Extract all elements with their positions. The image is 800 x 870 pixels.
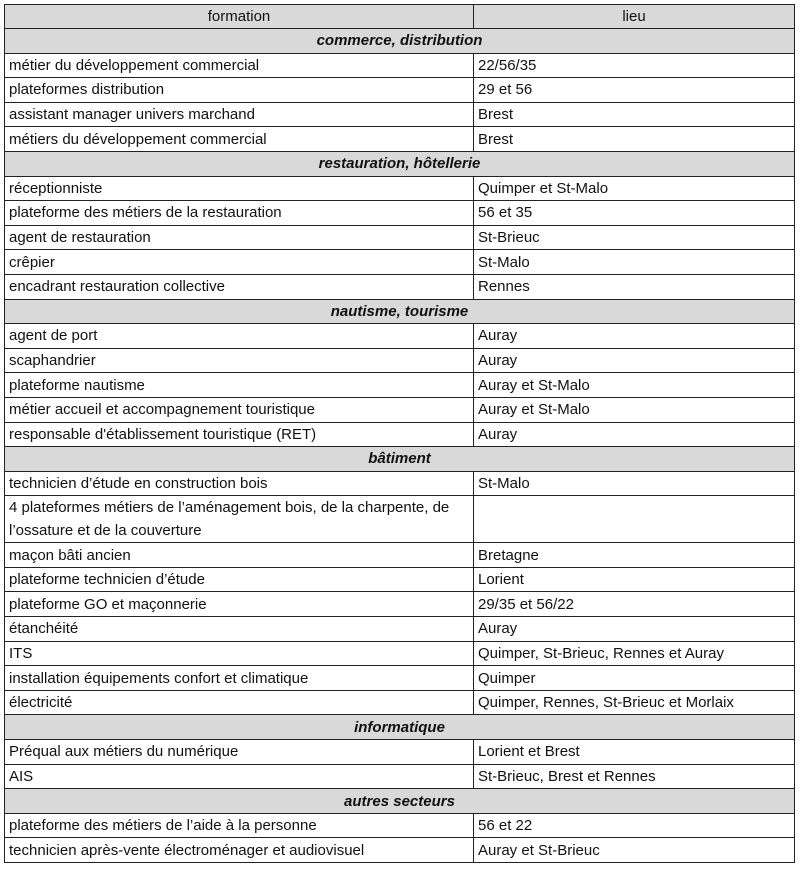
table-row [5, 422, 795, 447]
formation-cell[interactable]: réceptionniste [5, 176, 474, 201]
formation-cell[interactable]: étanchéité [5, 617, 474, 642]
table-row [5, 225, 795, 250]
table-row [5, 764, 795, 789]
formation-cell[interactable]: technicien d’étude en construction bois [5, 471, 474, 496]
table-row [5, 373, 795, 398]
table-row [5, 274, 795, 299]
section-title[interactable]: nautisme, tourisme [5, 299, 795, 324]
lieu-cell[interactable]: Quimper, St-Brieuc, Rennes et Auray [474, 641, 795, 666]
table-row [5, 397, 795, 422]
lieu-cell[interactable]: 56 et 22 [474, 813, 795, 838]
header-row [5, 5, 795, 29]
table-row [5, 496, 795, 543]
section-row-restauration [5, 151, 795, 176]
formation-cell[interactable]: installation équipements confort et climatique [5, 666, 474, 691]
table-row [5, 348, 795, 373]
formation-cell[interactable]: Préqual aux métiers du numérique [5, 740, 474, 765]
lieu-cell[interactable]: Auray [474, 348, 795, 373]
formation-cell[interactable]: assistant manager univers marchand [5, 102, 474, 127]
formation-cell[interactable]: agent de port [5, 324, 474, 349]
formations-table [4, 4, 795, 863]
table-row [5, 471, 795, 496]
formation-cell[interactable]: plateforme des métiers de la restauration [5, 201, 474, 226]
formation-cell[interactable]: maçon bâti ancien [5, 543, 474, 568]
lieu-cell[interactable]: Auray et St-Malo [474, 373, 795, 398]
formation-cell[interactable]: AIS [5, 764, 474, 789]
section-row-nautisme [5, 299, 795, 324]
lieu-cell[interactable]: St-Brieuc, Brest et Rennes [474, 764, 795, 789]
formation-cell[interactable]: encadrant restauration collective [5, 274, 474, 299]
table-row [5, 176, 795, 201]
spreadsheet-sheet [4, 4, 794, 863]
lieu-cell[interactable]: St-Malo [474, 471, 795, 496]
formation-cell[interactable]: plateforme GO et maçonnerie [5, 592, 474, 617]
lieu-cell[interactable]: Auray et St-Brieuc [474, 838, 795, 863]
table-row [5, 127, 795, 152]
formation-cell[interactable]: plateformes distribution [5, 78, 474, 103]
lieu-cell[interactable]: Auray [474, 617, 795, 642]
table-row [5, 102, 795, 127]
section-row-commerce [5, 29, 795, 54]
table-row [5, 740, 795, 765]
table-row [5, 666, 795, 691]
formation-cell[interactable]: ITS [5, 641, 474, 666]
lieu-cell[interactable]: Lorient et Brest [474, 740, 795, 765]
table-row [5, 838, 795, 863]
lieu-cell[interactable]: St-Malo [474, 250, 795, 275]
section-row-autres [5, 789, 795, 814]
lieu-cell[interactable]: Quimper et St-Malo [474, 176, 795, 201]
table-row [5, 567, 795, 592]
formation-cell[interactable]: agent de restauration [5, 225, 474, 250]
lieu-cell[interactable]: 56 et 35 [474, 201, 795, 226]
lieu-cell[interactable]: Bretagne [474, 543, 795, 568]
formation-cell[interactable]: métier accueil et accompagnement touristique [5, 397, 474, 422]
header-lieu[interactable]: lieu [474, 5, 795, 29]
lieu-cell[interactable]: Auray [474, 324, 795, 349]
lieu-cell[interactable]: 29 et 56 [474, 78, 795, 103]
lieu-cell[interactable]: St-Brieuc [474, 225, 795, 250]
formation-cell[interactable]: technicien après-vente électroménager et audiovisuel [5, 838, 474, 863]
lieu-cell[interactable]: Quimper [474, 666, 795, 691]
table-row [5, 543, 795, 568]
table-row [5, 324, 795, 349]
table-row [5, 617, 795, 642]
formation-cell[interactable]: 4 plateformes métiers de l’aménagement bois, de la charpente, de l’ossature et de la couverture [5, 496, 474, 543]
lieu-cell[interactable] [474, 496, 795, 543]
formation-cell[interactable]: métier du développement commercial [5, 53, 474, 78]
lieu-cell[interactable]: Auray et St-Malo [474, 397, 795, 422]
lieu-cell[interactable]: Rennes [474, 274, 795, 299]
formation-cell[interactable]: électricité [5, 690, 474, 715]
formation-cell[interactable]: scaphandrier [5, 348, 474, 373]
lieu-cell[interactable]: Brest [474, 127, 795, 152]
lieu-cell[interactable]: Brest [474, 102, 795, 127]
table-row [5, 250, 795, 275]
lieu-cell[interactable]: Auray [474, 422, 795, 447]
lieu-cell[interactable]: Quimper, Rennes, St-Brieuc et Morlaix [474, 690, 795, 715]
table-row [5, 201, 795, 226]
formation-cell[interactable]: métiers du développement commercial [5, 127, 474, 152]
section-row-informatique [5, 715, 795, 740]
lieu-cell[interactable]: Lorient [474, 567, 795, 592]
section-title[interactable]: commerce, distribution [5, 29, 795, 54]
section-title[interactable]: restauration, hôtellerie [5, 151, 795, 176]
header-formation[interactable]: formation [5, 5, 474, 29]
table-row [5, 78, 795, 103]
formation-cell[interactable]: plateforme des métiers de l’aide à la personne [5, 813, 474, 838]
section-row-batiment [5, 447, 795, 472]
table-row [5, 592, 795, 617]
table-row [5, 690, 795, 715]
formation-cell[interactable]: plateforme technicien d’étude [5, 567, 474, 592]
formation-cell[interactable]: responsable d'établissement touristique (RET) [5, 422, 474, 447]
table-row [5, 641, 795, 666]
section-title[interactable]: autres secteurs [5, 789, 795, 814]
table-row [5, 53, 795, 78]
section-title[interactable]: bâtiment [5, 447, 795, 472]
table-row [5, 813, 795, 838]
formation-cell[interactable]: plateforme nautisme [5, 373, 474, 398]
formation-cell[interactable]: crêpier [5, 250, 474, 275]
lieu-cell[interactable]: 22/56/35 [474, 53, 795, 78]
lieu-cell[interactable]: 29/35 et 56/22 [474, 592, 795, 617]
section-title[interactable]: informatique [5, 715, 795, 740]
